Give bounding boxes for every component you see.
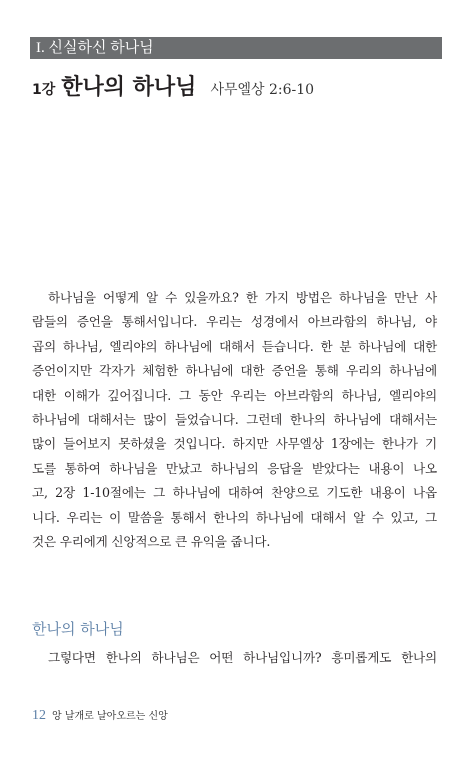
paragraph-line: 곱의 하나님, 엘리야의 하나님에 대해서 듣습니다. 한 분 하나님에 대한 — [32, 338, 437, 354]
lecture-header — [32, 70, 314, 101]
paragraph-line: 도를 통하여 하나님을 만났고 하나님의 응답을 받았다는 내용이 나오 — [32, 460, 437, 476]
page-footer — [32, 707, 168, 724]
section-paragraph — [32, 646, 437, 670]
paragraph-line: 증언이지만 각자가 체험한 하나님에 대한 증언을 통해 우리의 하나님에 — [32, 363, 437, 379]
running-book-title: 앙 날개로 날아오르는 신앙 — [52, 711, 168, 722]
intro-paragraph — [32, 286, 437, 554]
paragraph-line: 니다. 우리는 이 말씀을 통해서 한나의 하나님에 대해서 알 수 있고, 그 — [32, 509, 437, 525]
scripture-reference: 사무엘상 2:6-10 — [210, 82, 315, 98]
paragraph-line: 하나님을 어떻게 알 수 있을까요? 한 가지 방법은 하나님을 만난 사 — [48, 290, 437, 305]
paragraph-line: 그렇다면 한나의 하나님은 어떤 하나님입니까? 흥미롭게도 한나의 — [48, 650, 437, 665]
paragraph-line: 많이 들어보지 못하셨을 것입니다. 하지만 사무엘상 1장에는 한나가 기 — [32, 436, 437, 452]
paragraph-line: 대한 이해가 깊어집니다. 그 동안 우리는 아브라함의 하나님, 엘리야의 — [32, 387, 437, 403]
part-banner: I. 신실하신 하나님 — [30, 37, 442, 59]
page-number: 12 — [32, 708, 46, 723]
lecture-number: 1강 — [32, 82, 56, 98]
lecture-title: 한나의 하나님 — [61, 75, 197, 100]
paragraph-line: 것은 우리에게 신앙적으로 큰 유익을 줍니다. — [32, 534, 271, 550]
paragraph-line: 하나님에 대해서는 많이 들었습니다. 그런데 한나의 하나님에 대해서는 — [32, 412, 437, 428]
paragraph-line: 람들의 증언을 통해서입니다. 우리는 성경에서 아브라함의 하나님, 야 — [32, 314, 437, 330]
section-heading: 한나의 하나님 — [32, 620, 124, 638]
paragraph-line: 고, 2장 1-10절에는 그 하나님에 대하여 찬양으로 기도한 내용이 나옵 — [32, 485, 437, 501]
